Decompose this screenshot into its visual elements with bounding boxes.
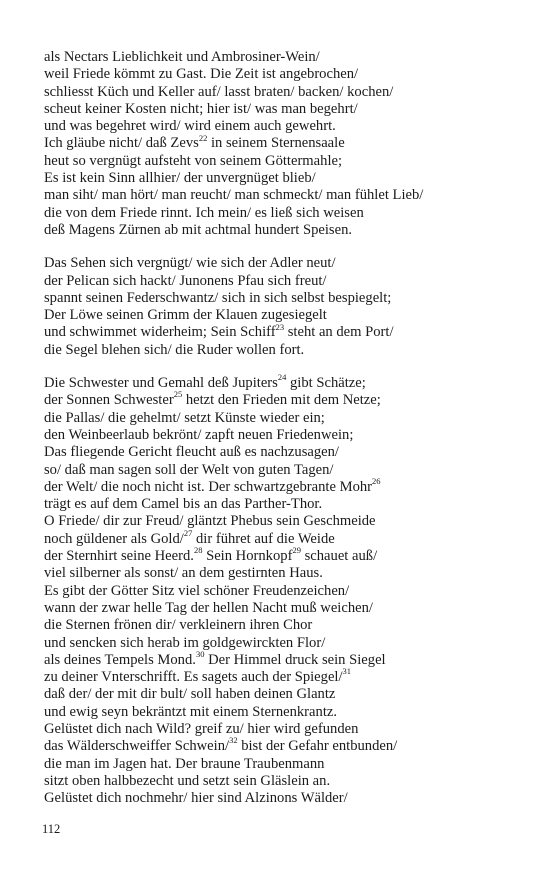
verse-text: Die Schwester und Gemahl deß Jupiters: [44, 375, 278, 392]
verse-text: den Weinbeerlaub bekrönt/ zapft neuen Friedenwein;: [44, 426, 354, 443]
verse-text: als Nectars Lieblichkeit und Ambrosiner-Wein/: [44, 49, 320, 65]
verse-line: [44, 170, 524, 187]
verse-line: [44, 648, 524, 669]
verse-text: Gelüstet dich nochmehr/ hier sind Alzinons Wälder/: [44, 790, 348, 807]
verse-line: [44, 686, 524, 703]
verse-line: [44, 101, 524, 118]
verse-text: Das fliegende Gericht fleucht auß es nachzusagen/: [44, 444, 339, 461]
verse-text: die von dem Friede rinnt. Ich mein/ es ließ sich weisen: [44, 204, 364, 221]
verse-line: [44, 756, 524, 773]
verse-text: Sein Hornkopf: [202, 548, 293, 565]
verse-line: [44, 307, 524, 324]
footnote-ref: 27: [183, 527, 193, 538]
footnote-ref: 28: [193, 545, 203, 556]
footnote-ref: 26: [372, 475, 381, 486]
verse-text: und schwimmet widerheim; Sein Schiff: [44, 324, 276, 341]
poem-text: [44, 49, 524, 807]
verse-line: [44, 496, 524, 513]
stanza: [44, 255, 524, 359]
verse-line: [44, 389, 524, 409]
verse-text: deß Magens Zürnen ab mit achtmal hundert Speisen.: [44, 221, 353, 238]
verse-text: Gelüstet dich nach Wild? greif zu/ hier wird gefunden: [44, 720, 359, 737]
verse-text: der Welt/ die noch nicht ist. Der schwartzgebrante Mohr: [44, 478, 373, 495]
verse-text: als deines Tempels Mond.: [44, 651, 196, 668]
verse-text: wann der zwar helle Tag der hellen Nacht muß weichen/: [44, 599, 373, 616]
verse-line: [44, 444, 524, 461]
verse-text: scheut keiner Kosten nicht; hier ist/ was man begehrt/: [44, 100, 358, 117]
verse-line: [44, 600, 524, 617]
footnote-ref: 23: [275, 321, 285, 332]
verse-text: Der Himmel druck sein Siegel: [204, 651, 386, 668]
verse-text: steht an dem Port/: [284, 324, 394, 341]
verse-line: [44, 513, 524, 530]
verse-line: [44, 545, 524, 565]
verse-line: [44, 118, 524, 135]
verse-line: [44, 721, 524, 738]
verse-line: [44, 49, 524, 66]
verse-text: Es gibt der Götter Sitz viel schöner Freudenzeichen/: [44, 582, 350, 599]
verse-line: [44, 475, 524, 496]
verse-line: [44, 255, 524, 272]
verse-text: die Sternen frönen dir/ verkleinern ihren Chor: [44, 617, 313, 634]
verse-line: [44, 773, 524, 790]
footnote-ref: 25: [173, 389, 183, 400]
verse-text: die man im Jagen hat. Der braune Traubenmann: [44, 755, 325, 772]
verse-line: [44, 205, 524, 222]
verse-text: dir führet auf die Weide: [192, 530, 335, 547]
verse-text: noch güldener als Gold/: [44, 530, 184, 547]
verse-line: [44, 66, 524, 83]
verse-line: [44, 527, 524, 548]
verse-text: viel silberner als sonst/ an dem gestirnten Haus.: [44, 565, 323, 582]
verse-text: sitzt oben halbbezecht und setzt sein Gläslein an.: [44, 772, 331, 789]
verse-line: [44, 222, 524, 239]
verse-text: zu deiner Vnterschrifft. Es sagets auch der Spiegel/: [44, 669, 343, 686]
page-number: 112: [42, 822, 61, 836]
footnote-ref: 32: [229, 735, 238, 746]
verse-line: [44, 735, 524, 755]
verse-text: die Segel blehen sich/ die Ruder wollen fort.: [44, 341, 305, 358]
stanza: [44, 372, 524, 807]
verse-line: [44, 273, 524, 290]
verse-line: [44, 583, 524, 600]
verse-text: so/ daß man sagen soll der Welt von guten Tagen/: [44, 461, 334, 478]
verse-line: [44, 153, 524, 170]
verse-text: und sencken sich herab im goldgewirckten Flor/: [44, 634, 326, 651]
verse-line: [44, 372, 524, 392]
verse-line: [44, 565, 524, 582]
verse-text: heut so vergnügt aufsteht von seinem Göttermahle;: [44, 152, 343, 169]
verse-line: [44, 635, 524, 652]
verse-text: daß der/ der mit dir bult/ soll haben deinen Glantz: [44, 686, 336, 703]
verse-text: Es ist kein Sinn allhier/ der unvergnüget blieb/: [44, 170, 316, 187]
verse-text: weil Friede kömmt zu Gast. Die Zeit ist angebrochen/: [44, 66, 359, 83]
verse-text: spannt seinen Federschwantz/ sich in sich selbst bespiegelt;: [44, 289, 392, 306]
verse-text: das Wälderschweiffer Schwein/: [44, 738, 230, 755]
verse-text: und ewig seyn bekräntzt mit einem Sternenkrantz.: [44, 703, 338, 720]
verse-text: der Pelican sich hackt/ Junonens Pfau sich freut/: [44, 272, 327, 289]
verse-line: [44, 410, 524, 427]
verse-line: [44, 666, 524, 686]
footnote-ref: 24: [277, 372, 287, 383]
verse-line: [44, 462, 524, 479]
footnote-ref: 29: [292, 545, 301, 556]
verse-line: [44, 132, 524, 152]
verse-text: O Friede/ dir zur Freud/ gläntzt Phebus sein Geschmeide: [44, 513, 376, 530]
verse-line: [44, 187, 524, 204]
verse-text: der Sternhirt seine Heerd.: [44, 548, 194, 565]
stanza: [44, 49, 524, 239]
verse-line: [44, 84, 524, 101]
verse-line: [44, 427, 524, 444]
verse-text: man siht/ man hört/ man reucht/ man schmeckt/ man fühlet Lieb/: [44, 187, 424, 204]
verse-text: die Pallas/ die gehelmt/ setzt Künste wieder ein;: [44, 409, 325, 426]
verse-text: der Sonnen Schwester: [44, 392, 174, 409]
verse-line: [44, 617, 524, 634]
verse-text: Das Sehen sich vergnügt/ wie sich der Adler neut/: [44, 255, 336, 272]
footnote-ref: 22: [198, 132, 208, 143]
verse-text: Ich gläube nicht/ daß Zevs: [44, 135, 199, 152]
verse-text: schauet auß/: [300, 548, 378, 565]
verse-text: trägt es auf dem Camel bis an das Parther-Thor.: [44, 496, 323, 513]
verse-text: und was begehret wird/ wird einem auch gewehrt.: [44, 118, 336, 135]
verse-line: [44, 290, 524, 307]
verse-text: in seinem Sternensaale: [207, 135, 345, 152]
verse-text: Der Löwe seinen Grimm der Klauen zugesiegelt: [44, 307, 327, 324]
footnote-ref: 31: [342, 666, 352, 677]
verse-line: [44, 342, 524, 359]
verse-text: schliesst Küch und Keller auf/ lasst braten/ backen/ kochen/: [44, 83, 394, 100]
verse-line: [44, 790, 524, 807]
verse-text: hetzt den Frieden mit dem Netze;: [182, 392, 381, 409]
verse-line: [44, 704, 524, 721]
verse-line: [44, 321, 524, 341]
verse-text: gibt Schätze;: [286, 375, 366, 392]
footnote-ref: 30: [195, 648, 205, 659]
verse-text: bist der Gefahr entbunden/: [237, 738, 398, 755]
